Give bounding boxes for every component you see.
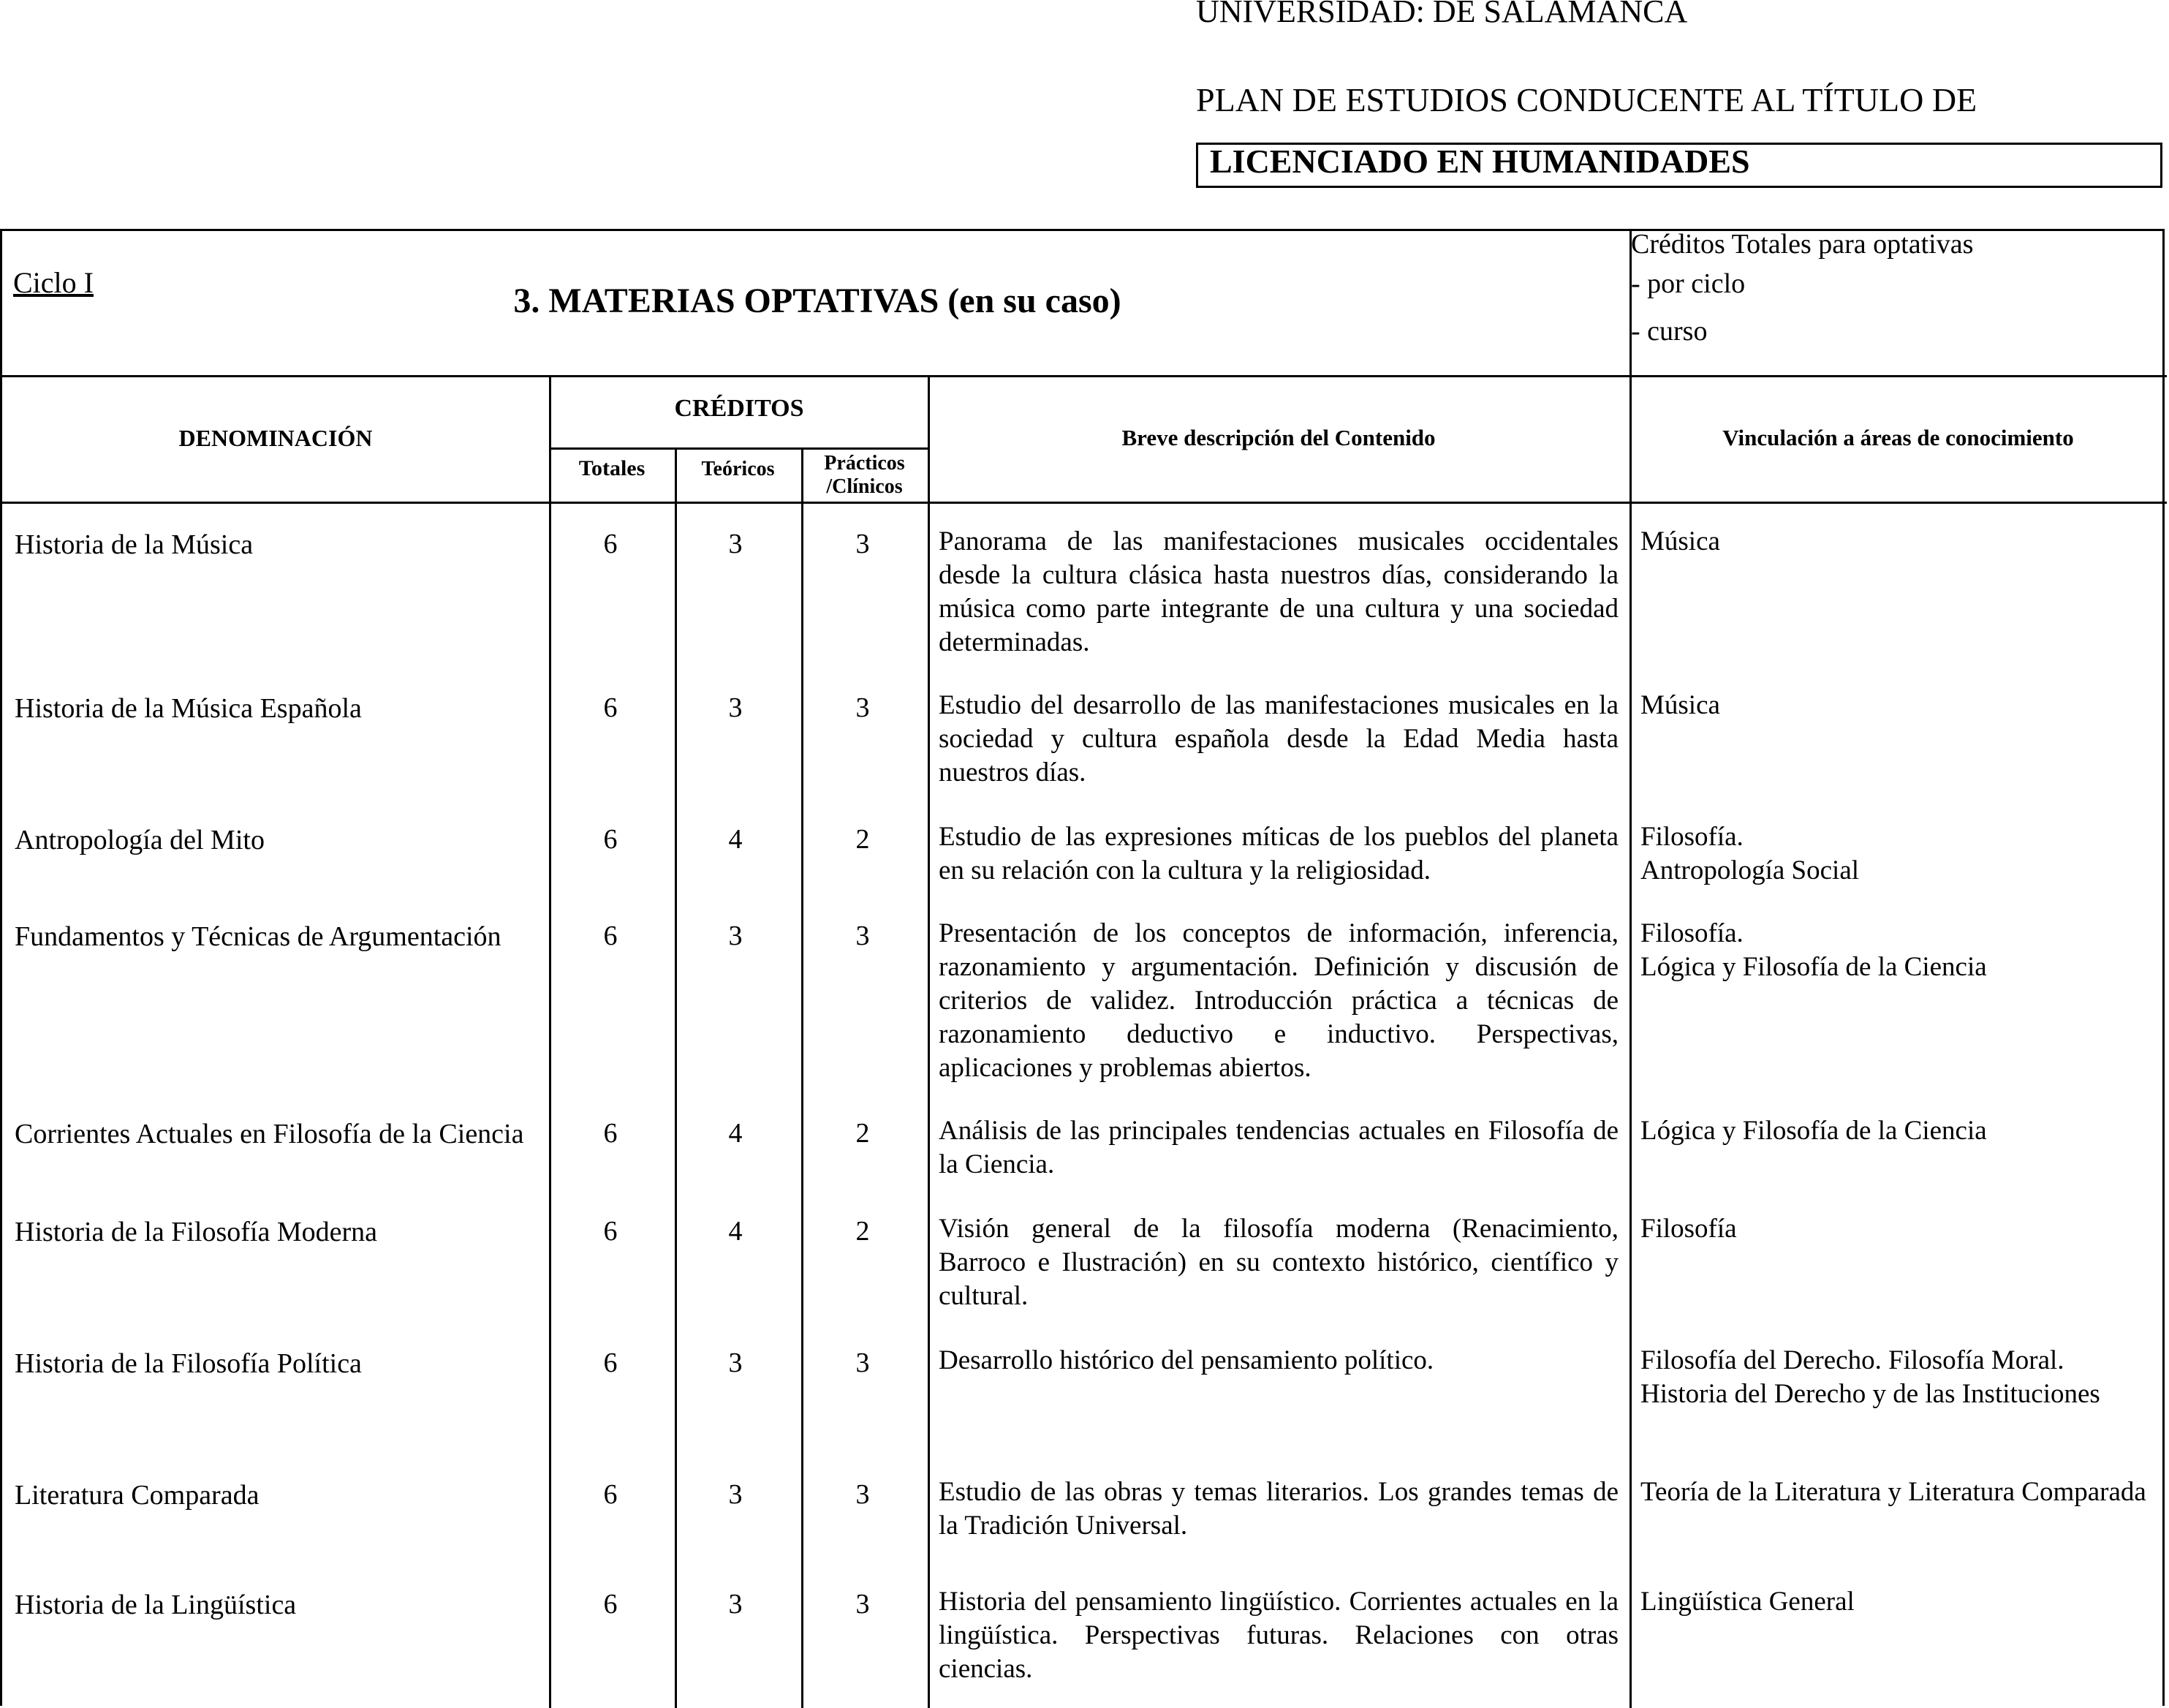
university-name: UNIVERSIDAD: DE SALAMANCA <box>1196 0 1688 29</box>
knowledge-area: Música <box>1640 690 1720 720</box>
subject-name: Historia de la Lingüística <box>15 1590 297 1620</box>
subject-description: Estudio de las expresiones míticas de los pueblos del planeta en su relación con la cultura y la religiosidad. <box>939 822 1619 885</box>
curso-label: - curso <box>1631 316 1708 347</box>
credits-teoricos: 4 <box>728 824 743 855</box>
divider <box>675 447 677 1708</box>
degree-box <box>1196 143 2162 188</box>
subject-description: Análisis de las principales tendencias actuales en Filosofía de la Ciencia. <box>939 1116 1619 1179</box>
knowledge-area: Filosofía del Derecho. Filosofía Moral. Historia del Derecho y de las Instituciones <box>1640 1345 2100 1409</box>
optativas-credits-label: Créditos Totales para optativas <box>1631 229 1974 260</box>
divider <box>549 447 929 450</box>
credits-teoricos: 3 <box>728 1348 743 1378</box>
ciclo-label: Ciclo I <box>13 266 94 299</box>
credits-practicos: 2 <box>855 1216 870 1247</box>
subject-description: Panorama de las manifestaciones musicales occidentales desde la cultura clásica hasta nuestros días, considerando la música como parte integrante de una cultura y una sociedad determinadas. <box>939 526 1619 657</box>
por-ciclo-label: - por ciclo <box>1631 268 1746 299</box>
subject-name: Literatura Comparada <box>15 1480 260 1511</box>
credits-practicos: 2 <box>855 824 870 855</box>
col-header-creditos: CRÉDITOS <box>674 395 804 422</box>
col-header-denominacion: DENOMINACIÓN <box>178 425 373 451</box>
subject-description: Presentación de los conceptos de información, inferencia, razonamiento y argumentación. Definición y discusión de criterios de validez. Introducción práctica a técnicas de razonamiento deductivo e inductivo. Perspectivas, aplicaciones y problemas abiertos. <box>939 918 1619 1083</box>
plan-title: PLAN DE ESTUDIOS CONDUCENTE AL TÍTULO DE <box>1196 81 1977 118</box>
credits-totales: 6 <box>603 1348 618 1378</box>
subject-description: Estudio de las obras y temas literarios. Los grandes temas de la Tradición Universal. <box>939 1477 1619 1541</box>
credits-teoricos: 3 <box>728 529 743 559</box>
col-header-vinculacion: Vinculación a áreas de conocimiento <box>1722 425 2074 450</box>
credits-totales: 6 <box>603 1479 618 1510</box>
degree-title: LICENCIADO EN HUMANIDADES <box>1210 143 1750 180</box>
knowledge-area: Música <box>1640 526 1720 556</box>
credits-teoricos: 4 <box>728 1216 743 1247</box>
subject-name: Historia de la Música Española <box>15 693 362 724</box>
knowledge-area: Filosofía <box>1640 1214 1737 1244</box>
credits-teoricos: 3 <box>728 692 743 723</box>
credits-totales: 6 <box>603 529 618 559</box>
subject-description: Historia del pensamiento lingüístico. Corrientes actuales en la lingüística. Perspectivas futuras. Relaciones con otras ciencias. <box>939 1587 1619 1684</box>
knowledge-area: Lógica y Filosofía de la Ciencia <box>1640 1116 1987 1146</box>
divider <box>2 502 2167 504</box>
credits-practicos: 3 <box>855 529 870 559</box>
credits-teoricos: 4 <box>728 1118 743 1149</box>
credits-teoricos: 3 <box>728 1589 743 1620</box>
subject-name: Historia de la Música <box>15 529 254 560</box>
divider <box>2 375 2167 377</box>
credits-teoricos: 3 <box>728 1479 743 1510</box>
section-title: 3. MATERIAS OPTATIVAS (en su caso) <box>513 281 1121 320</box>
subject-name: Fundamentos y Técnicas de Argumentación <box>15 921 501 952</box>
credits-teoricos: 3 <box>728 921 743 951</box>
credits-practicos: 3 <box>855 1348 870 1378</box>
subject-name: Antropología del Mito <box>15 825 265 855</box>
knowledge-area: Filosofía. Antropología Social <box>1640 822 1860 885</box>
credits-totales: 6 <box>603 692 618 723</box>
knowledge-area: Filosofía. Lógica y Filosofía de la Ciencia <box>1640 918 1987 982</box>
credits-totales: 6 <box>603 1589 618 1620</box>
divider <box>549 375 551 1708</box>
subject-name: Historia de la Filosofía Moderna <box>15 1217 378 1247</box>
subject-description: Desarrollo histórico del pensamiento político. <box>939 1345 1434 1375</box>
credits-practicos: 3 <box>855 1479 870 1510</box>
credits-totales: 6 <box>603 1216 618 1247</box>
col-header-totales: Totales <box>578 456 646 480</box>
credits-totales: 6 <box>603 1118 618 1149</box>
knowledge-area: Teoría de la Literatura y Literatura Comparada <box>1640 1477 2146 1507</box>
subject-description: Estudio del desarrollo de las manifestaciones musicales en la sociedad y cultura española desde la Edad Media hasta nuestros días. <box>939 690 1619 787</box>
credits-practicos: 2 <box>855 1118 870 1149</box>
subject-description: Visión general de la filosofía moderna (Renacimiento, Barroco e Ilustración) en su contexto histórico, científico y cultural. <box>939 1214 1619 1311</box>
credits-practicos: 3 <box>855 921 870 951</box>
credits-totales: 6 <box>603 824 618 855</box>
divider <box>928 375 930 1708</box>
col-header-practicos: Prácticos /Clínicos <box>824 452 905 498</box>
divider <box>801 447 803 1708</box>
knowledge-area: Lingüística General <box>1640 1587 1855 1617</box>
subject-name: Corrientes Actuales en Filosofía de la Ciencia <box>15 1119 524 1149</box>
divider <box>1629 231 1632 1708</box>
subject-name: Historia de la Filosofía Política <box>15 1348 362 1379</box>
credits-practicos: 3 <box>855 1589 870 1620</box>
credits-practicos: 3 <box>855 692 870 723</box>
col-header-teoricos: Teóricos <box>701 458 775 480</box>
col-header-descripcion: Breve descripción del Contenido <box>1121 425 1436 450</box>
credits-totales: 6 <box>603 921 618 951</box>
